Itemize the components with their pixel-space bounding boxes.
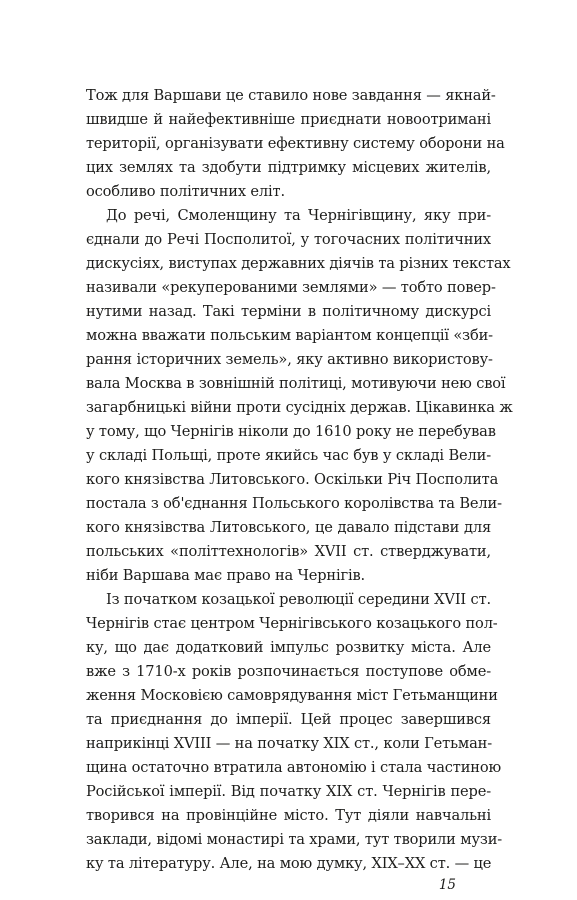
- text-line: творився на провінційне місто. Тут діяли навчальні: [86, 807, 491, 824]
- text-line: До речі, Смоленщину та Чернігівщину, яку при-: [106, 207, 491, 224]
- text-line: називали «рекуперованими землями» — тобто повер-: [86, 279, 496, 296]
- text-line: вже з 1710-х років розпочинається поступове обме-: [86, 663, 491, 680]
- text-line: території, організувати ефективну систему оборони на: [86, 135, 505, 152]
- text-line: ження Московією самоврядування міст Гетьманщини: [86, 687, 498, 704]
- page-number: 15: [438, 877, 456, 893]
- text-line: Російської імперії. Від початку XIX ст. Чернігів пере-: [86, 783, 491, 800]
- text-line: можна вважати польським варіантом концепції «зби-: [86, 327, 493, 344]
- text-line: Чернігів стає центром Чернігівського козацького пол-: [86, 615, 498, 632]
- text-line: ніби Варшава має право на Чернігів.: [86, 567, 366, 584]
- text-line: швидше й найефективніше приєднати новоотримані: [86, 111, 491, 128]
- text-line: у складі Польщі, проте якийсь час був у складі Вели-: [86, 447, 491, 464]
- text-line: постала з об'єднання Польського королівства та Вели-: [86, 495, 502, 512]
- text-line: дискусіях, виступах державних діячів та різних текстах: [86, 255, 511, 272]
- text-line: польських «політтехнологів» XVII ст. стверджувати,: [86, 543, 491, 560]
- text-line: заклади, відомі монастирі та храми, тут творили музи-: [86, 831, 503, 848]
- text-line: ку та літературу. Але, на мою думку, XIX–XX ст. — це: [86, 855, 492, 872]
- text-line: нутими назад. Такі терміни в політичному дискурсі: [86, 303, 491, 320]
- text-line: щина остаточно втратила автономію і стала частиною: [86, 759, 502, 776]
- text-line: Із початком козацької революції середини XVII ст.: [106, 591, 491, 608]
- text-line: єднали до Речі Посполитої, у тогочасних політичних: [86, 231, 491, 248]
- text-line: та приєднання до імперії. Цей процес завершився: [86, 711, 491, 728]
- text-line: кого князівства Литовського, це давало підстави для: [86, 519, 491, 536]
- text-line: наприкінці XVIII — на початку XIX ст., коли Гетьман-: [86, 735, 492, 752]
- text-line: особливо політичних еліт.: [86, 183, 285, 200]
- text-line: кого князівства Литовського. Оскільки Річ Посполита: [86, 471, 499, 488]
- text-line: рання історичних земель», яку активно використову-: [86, 351, 493, 368]
- text-line: ку, що дає додатковий імпульс розвитку міста. Але: [86, 639, 491, 656]
- text-line: цих землях та здобути підтримку місцевих жителів,: [86, 159, 491, 176]
- text-line: вала Москва в зовнішній політиці, мотивуючи нею свої: [86, 375, 506, 392]
- text-line: загарбницькі війни проти сусідніх держав. Цікавинка ж: [86, 399, 513, 416]
- text-line: у тому, що Чернігів ніколи до 1610 року не перебував: [86, 423, 496, 440]
- text-line: Тож для Варшави це ставило нове завдання — якнай-: [86, 87, 496, 104]
